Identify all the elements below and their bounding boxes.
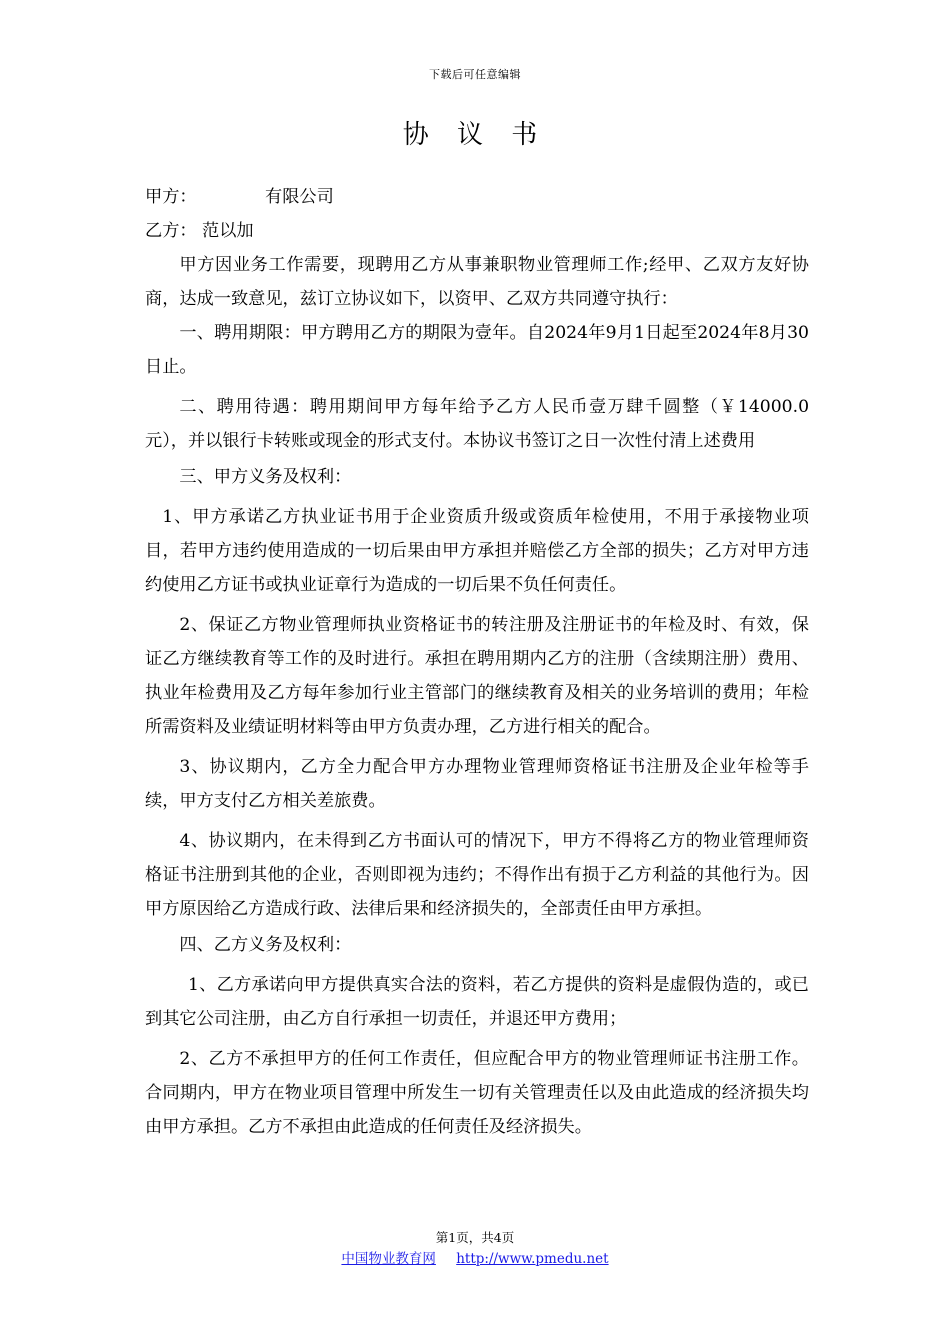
party-b-line [145,214,809,248]
party-a-line [145,180,809,214]
party-a-label: 甲方： [145,187,197,207]
party-a-value: 有限公司 [265,187,334,207]
paragraph-term: 一、聘用期限：甲方聘用乙方的期限为壹年。自2024年9月1日起至2024年8月30日止。 [145,323,809,377]
section-heading-party-a: 三、甲方义务及权利： [179,467,352,487]
site-url-link[interactable]: http://www.pmedu.net [456,1251,609,1267]
paragraph-pay: 二、聘用待遇：聘用期间甲方每年给予乙方人民币壹万肆千圆整（￥14000.0元），并以银行卡转账或现金的形式支付。本协议书签订之日一次性付清上述费用 [145,397,809,451]
footer-links [0,1247,950,1267]
clause-a1: 1、甲方承诺乙方执业证书用于企业资质升级或资质年检使用，不用于承接物业项目，若甲方违约使用造成的一切后果由甲方承担并赔偿乙方全部的损失；乙方对甲方违约使用乙方证书或执业证章行为造成的一切后果不负任何责任。 [145,507,809,595]
clause-b2: 2、乙方不承担甲方的任何工作责任，但应配合甲方的物业管理师证书注册工作。合同期内，甲方在物业项目管理中所发生一切有关管理责任以及由此造成的经济损失均由甲方承担。乙方不承担由此造成的任何责任及经济损失。 [145,1049,809,1137]
paragraph-intro: 甲方因业务工作需要，现聘用乙方从事兼职物业管理师工作;经甲、乙双方友好协商，达成一致意见，兹订立协议如下，以资甲、乙双方共同遵守执行： [145,255,809,309]
section-heading-party-b: 四、乙方义务及权利： [179,935,352,955]
document-body [145,180,809,1144]
clause-a2: 2、保证乙方物业管理师执业资格证书的转注册及注册证书的年检及时、有效，保证乙方继续教育等工作的及时进行。承担在聘用期内乙方的注册（含续期注册）费用、执业年检费用及乙方每年参加行业主管部门的继续教育及相关的业务培训的费用；年检所需资料及业绩证明材料等由甲方负责办理，乙方进行相关的配合。 [145,615,809,737]
site-name-link[interactable]: 中国物业教育网 [341,1251,436,1267]
clause-a3: 3、协议期内，乙方全力配合甲方办理物业管理师资格证书注册及企业年检等手续，甲方支付乙方相关差旅费。 [145,757,809,811]
page-number: 第1页，共4页 [435,1230,515,1245]
party-b-value: 范以加 [202,221,254,241]
document-title: 协 议 书 [402,120,548,150]
header-note: 下载后可任意编辑 [429,68,521,81]
clause-b1: 1、乙方承诺向甲方提供真实合法的资料，若乙方提供的资料是虚假伪造的，或已到其它公司注册，由乙方自行承担一切责任，并退还甲方费用； [145,975,809,1029]
clause-a4: 4、协议期内，在未得到乙方书面认可的情况下，甲方不得将乙方的物业管理师资格证书注册到其他的企业，否则即视为违约；不得作出有损于乙方利益的其他行为。因甲方原因给乙方造成行政、法律后果和经济损失的，全部责任由甲方承担。 [145,831,809,919]
party-b-label: 乙方： [145,221,197,241]
